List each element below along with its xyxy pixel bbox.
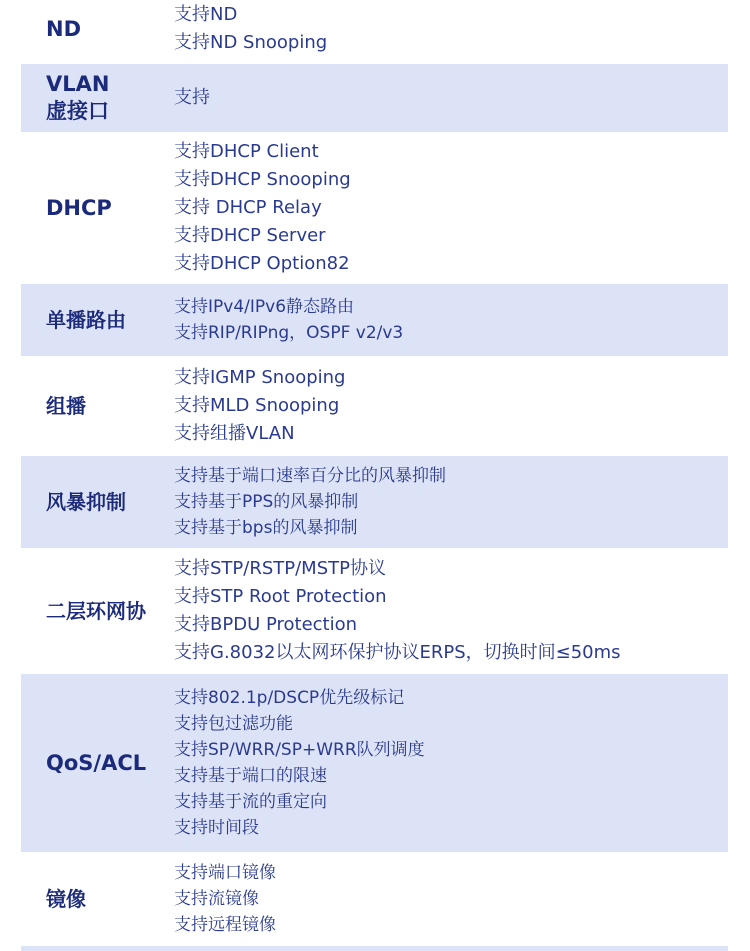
row-item: 支持基于PPS的风暴抑制 <box>174 492 359 512</box>
row-items <box>174 64 210 132</box>
row-item: 支持STP Root Protection <box>174 586 387 607</box>
row-item: 支持802.1p/DSCP优先级标记 <box>174 688 405 708</box>
row-item: 支持ND Snooping <box>174 32 328 53</box>
row-label <box>46 284 126 356</box>
spec-row-dhcp <box>21 132 728 284</box>
row-item: 支持基于流的重定向 <box>174 792 327 812</box>
spec-row-nd <box>21 0 728 64</box>
row-label <box>46 852 86 946</box>
row-item: 支持SP/WRR/SP+WRR队列调度 <box>174 740 425 760</box>
row-label-line: 虚接口 <box>46 99 109 123</box>
row-item: 支持IGMP Snooping <box>174 367 346 388</box>
spec-row-storm-control <box>21 456 728 548</box>
row-label-line: QoS/ACL <box>46 750 147 775</box>
row-label <box>46 674 146 852</box>
spec-row-next-partial <box>21 946 728 951</box>
row-item: 支持 DHCP Relay <box>174 197 322 218</box>
row-label <box>46 456 126 548</box>
row-label-line: 组播 <box>46 393 86 418</box>
row-item: 支持BPDU Protection <box>174 614 358 635</box>
row-item: 支持包过滤功能 <box>174 714 293 734</box>
row-item: 支持端口镜像 <box>174 863 276 883</box>
spec-row-qos-acl <box>21 674 728 852</box>
row-label <box>46 132 112 284</box>
row-label-line: 风暴抑制 <box>46 489 126 514</box>
row-label-line: VLAN <box>46 72 110 96</box>
row-item: 支持DHCP Option82 <box>174 253 350 274</box>
row-items <box>174 674 425 852</box>
row-item: 支持基于端口的限速 <box>174 766 327 786</box>
row-item: 支持RIP/RIPng，OSPF v2/v3 <box>174 323 404 343</box>
row-item: 支持DHCP Server <box>174 225 326 246</box>
row-label-line: 二层环网协 <box>46 598 146 623</box>
row-items <box>174 284 403 356</box>
row-label-line: ND <box>46 16 82 41</box>
row-label <box>46 64 109 132</box>
row-label-line: 单播路由 <box>46 307 126 332</box>
row-item: 支持远程镜像 <box>174 915 276 935</box>
row-item: 支持基于端口速率百分比的风暴抑制 <box>174 466 446 486</box>
row-item: 支持ND <box>174 4 238 25</box>
row-item: 支持时间段 <box>174 818 259 838</box>
row-label <box>46 548 146 674</box>
spec-row-mirroring <box>21 852 728 946</box>
row-item: 支持DHCP Snooping <box>174 169 351 190</box>
row-items <box>174 132 351 284</box>
row-label-line: DHCP <box>46 195 112 220</box>
row-item: 支持 <box>174 87 210 108</box>
row-items <box>174 356 345 456</box>
row-label <box>46 0 81 64</box>
row-items <box>174 0 327 64</box>
row-items <box>174 548 621 674</box>
spec-row-vlan <box>21 64 728 132</box>
row-items <box>174 456 446 548</box>
spec-row-multicast <box>21 356 728 456</box>
row-label <box>46 356 86 456</box>
row-item: 支持IPv4/IPv6静态路由 <box>174 297 355 317</box>
row-item: 支持DHCP Client <box>174 141 319 162</box>
row-item: 支持STP/RSTP/MSTP协议 <box>174 558 386 579</box>
row-item: 支持组播VLAN <box>174 423 295 444</box>
spec-row-l2-ring-protocol <box>21 548 728 674</box>
row-item: 支持MLD Snooping <box>174 395 340 416</box>
row-item: 支持G.8032以太网环保护协议ERPS，切换时间≤50ms <box>174 642 621 663</box>
row-label-line: 镜像 <box>46 886 86 911</box>
row-items <box>174 852 276 946</box>
row-item: 支持流镜像 <box>174 889 259 909</box>
row-item: 支持基于bps的风暴抑制 <box>174 518 358 538</box>
spec-row-unicast-routing <box>21 284 728 356</box>
